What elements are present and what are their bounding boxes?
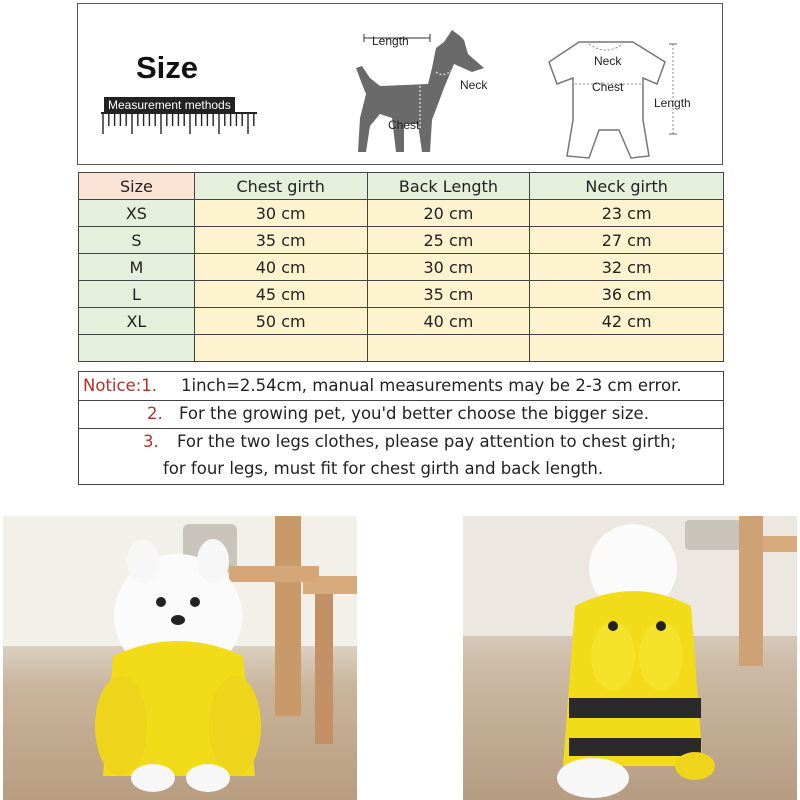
back-cell: 30 cm bbox=[367, 254, 530, 281]
ruler-icon bbox=[101, 112, 261, 138]
size-cell: M bbox=[79, 254, 195, 281]
dog-front-photo bbox=[3, 516, 357, 800]
neck-cell: 42 cm bbox=[530, 308, 724, 335]
dog-neck-label: Neck bbox=[460, 78, 488, 92]
back-cell: 40 cm bbox=[367, 308, 530, 335]
neck-cell: 27 cm bbox=[530, 227, 724, 254]
size-cell: XS bbox=[79, 200, 195, 227]
divider bbox=[79, 428, 723, 429]
chest-cell: 50 cm bbox=[194, 308, 367, 335]
table-header-row bbox=[79, 173, 724, 200]
garment-chest-label: Chest bbox=[592, 80, 624, 94]
size-chart-table bbox=[78, 172, 724, 362]
empty-cell bbox=[194, 335, 367, 362]
dog-length-label: Length bbox=[372, 34, 409, 48]
garment-length-label: Length bbox=[654, 96, 691, 110]
chest-cell: 45 cm bbox=[194, 281, 367, 308]
notice-number-2: 2. bbox=[147, 404, 163, 423]
table-empty-row bbox=[79, 335, 724, 362]
divider bbox=[79, 400, 723, 401]
notice-box bbox=[78, 371, 724, 485]
header-back-length: Back Length bbox=[367, 173, 530, 200]
notice-line-2: For the growing pet, you'd better choose the bigger size. bbox=[179, 404, 649, 423]
notice-line-1: 1inch=2.54cm, manual measurements may be 2-3 cm error. bbox=[181, 376, 682, 395]
table-row bbox=[79, 200, 724, 227]
measurement-methods-label: Measurement methods bbox=[104, 97, 235, 113]
empty-cell bbox=[530, 335, 724, 362]
header-neck-girth: Neck girth bbox=[530, 173, 724, 200]
table-row bbox=[79, 281, 724, 308]
neck-cell: 23 cm bbox=[530, 200, 724, 227]
size-cell: L bbox=[79, 281, 195, 308]
table-row bbox=[79, 308, 724, 335]
table-row bbox=[79, 254, 724, 281]
header-chest-girth: Chest girth bbox=[194, 173, 367, 200]
neck-cell: 36 cm bbox=[530, 281, 724, 308]
table-row bbox=[79, 227, 724, 254]
empty-cell bbox=[367, 335, 530, 362]
back-cell: 35 cm bbox=[367, 281, 530, 308]
neck-cell: 32 cm bbox=[530, 254, 724, 281]
notice-line-3b: for four legs, must fit for chest girth and back length. bbox=[163, 459, 604, 478]
back-cell: 20 cm bbox=[367, 200, 530, 227]
dog-chest-label: Chest bbox=[388, 118, 420, 132]
size-cell: S bbox=[79, 227, 195, 254]
notice-number-3: 3. bbox=[143, 432, 159, 451]
back-cell: 25 cm bbox=[367, 227, 530, 254]
chest-cell: 35 cm bbox=[194, 227, 367, 254]
notice-line-3a: For the two legs clothes, please pay attention to chest girth; bbox=[177, 432, 677, 451]
chest-cell: 40 cm bbox=[194, 254, 367, 281]
chest-cell: 30 cm bbox=[194, 200, 367, 227]
header-size: Size bbox=[79, 173, 195, 200]
size-title: Size bbox=[136, 50, 199, 85]
garment-neck-label: Neck bbox=[594, 54, 622, 68]
dog-back-photo bbox=[463, 516, 797, 800]
notice-label: Notice:1. bbox=[83, 376, 158, 395]
dog-measurement-diagram bbox=[340, 28, 490, 160]
size-cell: XL bbox=[79, 308, 195, 335]
empty-cell bbox=[79, 335, 195, 362]
